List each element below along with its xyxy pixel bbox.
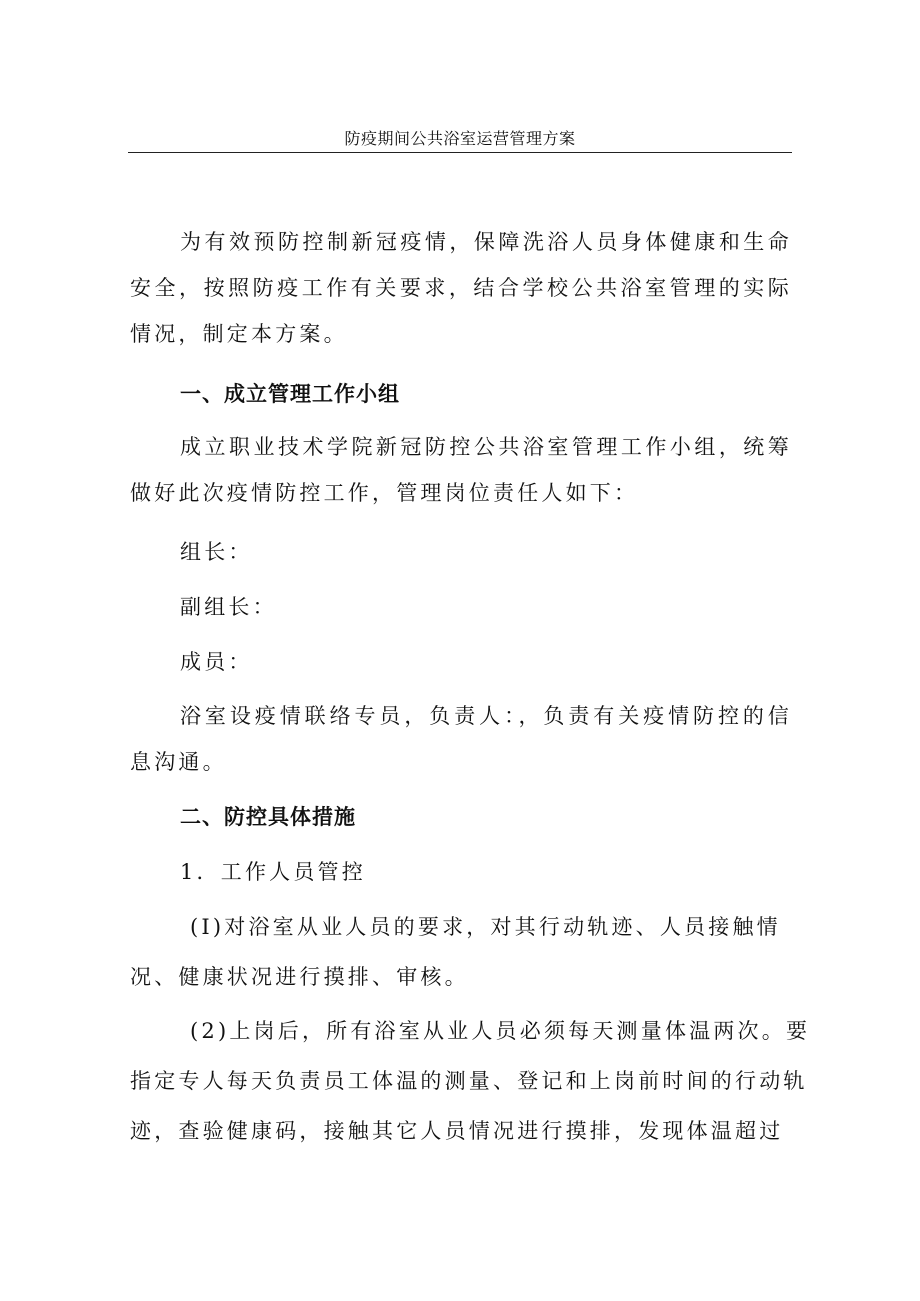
item-2-line-3: 迹，查验健康码，接触其它人员情况进行摸排，发现体温超过 [130,1119,784,1143]
group-leader-line: 组长： [180,540,253,564]
section-2-heading: 二、防控具体措施 [180,805,356,829]
item-2-line-2: 指定专人每天负责员工体温的测量、登记和上岗前时间的行动轨 [130,1069,808,1093]
item-1-line-2: 况、健康状况进行摸排、审核。 [130,965,469,989]
deputy-leader-line: 副组长： [180,595,277,619]
intro-paragraph: 为有效预防控制新冠疫情，保障洗浴人员身体健康和生命安全，按照防疫工作有关要求，结合学校公共浴室管理的实际情况，制定本方案。 [130,230,792,346]
subsection-1-heading: 1．工作人员管控 [180,860,366,884]
item-1-line-1: (I)对浴室从业人员的要求，对其行动轨迹、人员接触情 [190,915,781,939]
section-1-heading-block [130,371,792,417]
item-2-line-1: (2)上岗后，所有浴室从业人员必须每天测量体温两次。要 [190,1019,811,1043]
liaison-paragraph: 浴室设疫情联络专员，负责人：，负责有关疫情防控的信息沟通。 [130,704,792,774]
section-1-paragraph: 成立职业技术学院新冠防控公共浴室管理工作小组，统筹做好此次疫情防控工作，管理岗位责任人如下： [130,435,792,505]
section-1-heading: 一、成立管理工作小组 [180,382,400,406]
members-line: 成员： [180,650,253,674]
document-title: 防疫期间公共浴室运营管理方案 [344,129,576,148]
page-header [128,128,792,153]
section-1-paragraph-block [130,424,792,516]
intro-block [130,219,792,357]
section-2-heading-block [130,794,792,840]
liaison-block [130,693,792,785]
